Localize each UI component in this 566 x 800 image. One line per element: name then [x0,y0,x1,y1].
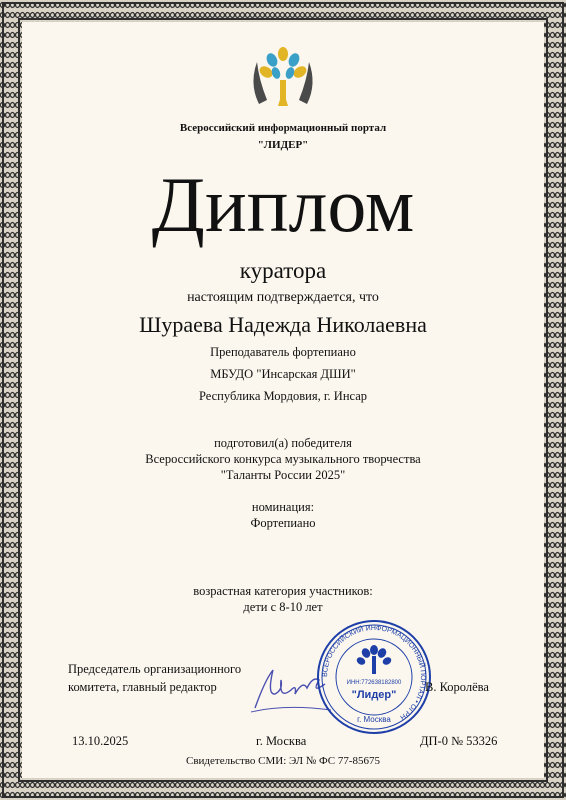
signatory-name: В. Королёва [425,680,489,694]
nomination-label: номинация: [251,500,315,514]
achievement-line-2: Всероссийского конкурса музыкального творчества [145,452,421,466]
seal-inn: ИНН:772638182800 [346,680,402,686]
issue-date: 13.10.2025 [72,734,129,748]
signatory-line-1: Председатель организационного [68,662,242,676]
achievement-line-3: "Таланты России 2025" [220,468,346,482]
achievement-line-1: подготовил(а) победителя [214,436,352,450]
seal-brand: "Лидер" [351,689,397,701]
recipient-position: Преподаватель фортепиано [210,345,356,359]
confirm-text: настоящим подтверждается, что [187,290,379,305]
diploma-number: ДП-0 № 53326 [420,734,498,748]
diploma-subtitle: куратора [239,258,327,283]
signatory-line-2: комитета, главный редактор [68,680,217,694]
nomination-value: Фортепиано [250,516,316,530]
diploma-title: Диплом [151,161,415,248]
seal-city: г. Москва [357,715,391,724]
portal-line-1: Всероссийский информационный портал [179,122,387,134]
seal-ring-text: ВСЕРОССИЙСКИЙ ИНФОРМАЦИОННЫЙ ПОРТАЛ • ОГРН [321,624,427,721]
recipient-region: Республика Мордовия, г. Инсар [198,389,368,403]
organization-seal [315,618,433,736]
lider-tree-logo-icon [245,40,321,116]
media-certificate: Свидетельство СМИ: ЭЛ № ФС 77-85675 [186,755,380,767]
recipient-organization: МБУДО "Инсарская ДШИ" [210,367,356,381]
recipient-name: Шураева Надежда Николаевна [139,312,427,337]
age-category-value: дети с 8-10 лет [243,600,323,614]
age-category-label: возрастная категория участников: [193,584,373,598]
issue-city: г. Москва [256,734,307,748]
portal-line-2: "ЛИДЕР" [257,139,309,151]
